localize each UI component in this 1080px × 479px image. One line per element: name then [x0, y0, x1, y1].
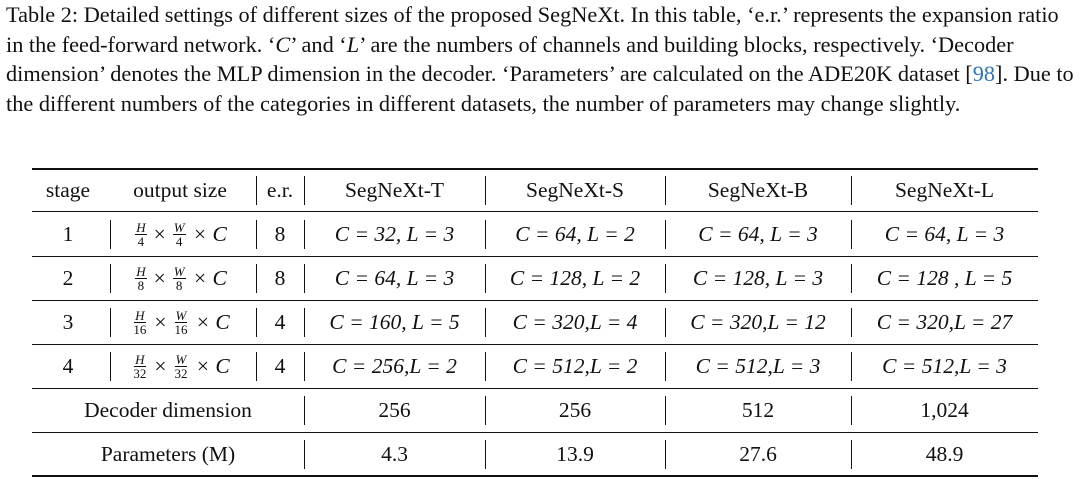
fraction: $\frac{W}{4}$: [173, 220, 185, 249]
parameters-t: 4.3: [381, 442, 408, 466]
segnext-l-cell: C = 128 , L = 5: [876, 266, 1013, 290]
parameters-row: [32, 433, 1038, 476]
stage-cell: 2: [62, 266, 74, 290]
segnext-t-cell: C = 256,L = 2: [332, 354, 457, 378]
stage-row: [32, 301, 1038, 344]
segnext-b-cell: C = 128, L = 3: [692, 266, 824, 290]
segnext-l-cell: C = 512,L = 3: [882, 354, 1007, 378]
fraction: $\frac{W}{16}$: [174, 308, 188, 337]
citation-link[interactable]: 98: [972, 61, 996, 86]
header-stage: stage: [45, 178, 91, 202]
decoder-label: Decoder dimension: [84, 398, 252, 422]
segnext-l-cell: C = 320,L = 27: [876, 310, 1013, 334]
segnext-t-cell: C = 160, L = 5: [329, 310, 460, 334]
segnext-b-cell: C = 512,L = 3: [695, 354, 821, 378]
fraction: $\frac{H}{16}$: [133, 308, 147, 337]
parameters-b: 27.6: [739, 442, 777, 466]
decoder-l: 1,024: [920, 398, 969, 422]
stage-row: [32, 257, 1038, 300]
caption-var-c: C: [275, 31, 291, 57]
stage-row: [32, 345, 1038, 388]
segnext-s-cell: C = 512,L = 2: [512, 354, 638, 378]
output-size-cell: $\frac{H}{32}$ × $\frac{W}{32}$ × C: [133, 352, 230, 381]
header-er: e.r.: [266, 178, 294, 202]
fraction: $\frac{H}{8}$: [136, 264, 146, 293]
header-segnext-b: SegNeXt-B: [707, 178, 809, 202]
header-output-size: output size: [133, 178, 227, 202]
er-cell: 8: [274, 222, 286, 246]
table-caption: [6, 0, 1078, 118]
decoder-b: 512: [741, 398, 775, 422]
fraction: $\frac{W}{8}$: [173, 264, 185, 293]
caption-text: ]. Due to the different numbers of the categories in different datasets, the number of parameters may change slightly.: [6, 61, 1074, 116]
parameters-s: 13.9: [556, 442, 594, 466]
decoder-row: [32, 389, 1038, 432]
output-size-cell: $\frac{H}{16}$ × $\frac{W}{16}$ × C: [133, 308, 230, 337]
parameters-label: Parameters (M): [100, 442, 236, 466]
header-segnext-s: SegNeXt-S: [526, 178, 624, 202]
caption-var-l: L: [346, 31, 360, 57]
er-cell: 4: [274, 310, 286, 334]
segnext-b-cell: C = 320,L = 12: [690, 310, 826, 334]
segnext-b-cell: C = 64, L = 3: [698, 222, 818, 246]
caption-text: ’ are the numbers of channels and building blocks, respectively. ‘Decoder dimension’ denotes the MLP dimension in the decoder. ‘Parameters’ are calculated on the ADE20K dataset [: [6, 31, 1014, 86]
stage-cell: 1: [62, 222, 74, 246]
header-row: [32, 169, 1038, 212]
segnext-t-cell: C = 32, L = 3: [334, 222, 455, 246]
stage-cell: 4: [62, 354, 74, 378]
parameters-l: 48.9: [925, 442, 964, 466]
caption-text: ’ and ‘: [290, 31, 347, 57]
er-cell: 4: [274, 354, 286, 378]
decoder-s: 256: [558, 398, 592, 422]
fraction: $\frac{W}{32}$: [174, 352, 188, 381]
segnext-s-cell: C = 320,L = 4: [512, 310, 638, 334]
caption-label: Table 2:: [6, 2, 79, 27]
header-segnext-t: SegNeXt-T: [344, 178, 445, 202]
decoder-t: 256: [378, 398, 411, 422]
output-size-cell: $\frac{H}{4}$ × $\frac{W}{4}$ × C: [136, 220, 227, 249]
er-cell: 8: [274, 266, 286, 290]
caption-text: Detailed settings of different sizes of the proposed SegNeXt. In this table, ‘e.r.’ represents the expansion ratio in the feed-forward network. ‘: [6, 2, 1059, 57]
header-segnext-l: SegNeXt-L: [894, 178, 995, 202]
fraction: $\frac{H}{32}$: [133, 352, 147, 381]
segnext-s-cell: C = 128, L = 2: [509, 266, 641, 290]
segnext-t-cell: C = 64, L = 3: [334, 266, 455, 290]
output-size-cell: $\frac{H}{8}$ × $\frac{W}{8}$ × C: [136, 264, 227, 293]
segnext-s-cell: C = 64, L = 2: [515, 222, 635, 246]
fraction: $\frac{H}{4}$: [136, 220, 146, 249]
stage-row: [32, 213, 1038, 256]
segnext-l-cell: C = 64, L = 3: [884, 222, 1005, 246]
stage-cell: 3: [62, 310, 74, 334]
